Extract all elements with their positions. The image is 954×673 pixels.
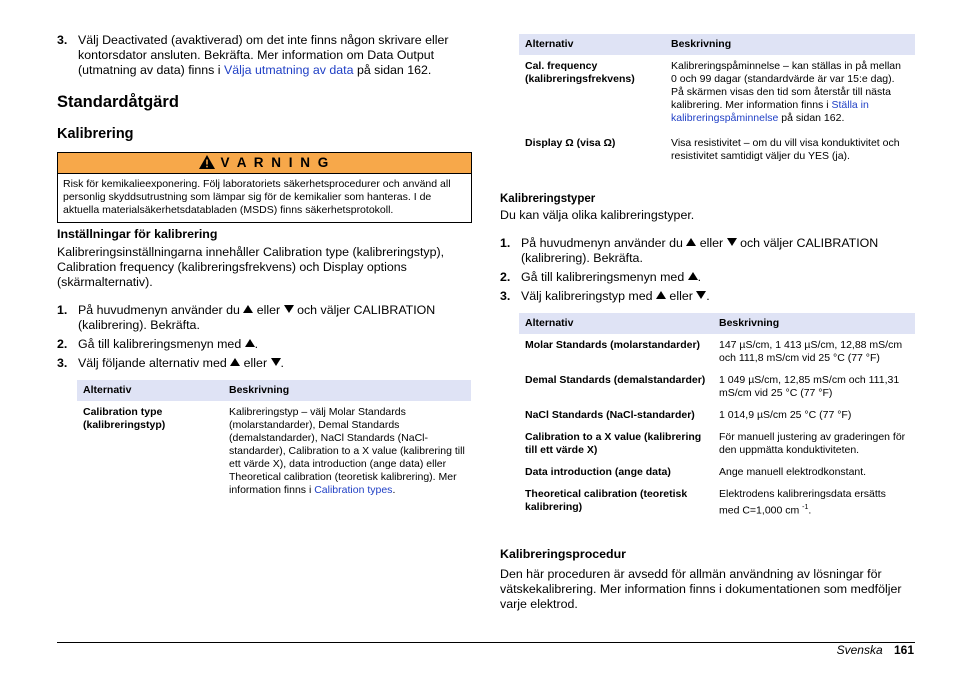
description-cell [223, 401, 471, 497]
intro-paragraph: Kalibreringsinställningarna innehåller Calibration type (kalibreringstyp), Calibration frequency (kalibreringsfrekvens) och Display options (skärmalternativ). [57, 245, 445, 289]
step-number: 3. [57, 356, 68, 370]
step-number: 2. [500, 270, 511, 284]
up-arrow-icon [243, 305, 253, 313]
option-cell: Molar Standards (molarstandarder) [525, 339, 701, 351]
heading-kalibrering: Kalibrering [57, 126, 134, 142]
link-calibration-types[interactable]: Calibration types [314, 484, 393, 496]
step-text: . [706, 289, 710, 303]
heading-installningar: Inställningar för kalibrering [57, 227, 218, 241]
step-text: På huvudmenyn använder du [78, 303, 244, 317]
procedur-paragraph: Den här proceduren är avsedd för allmän användning av lösningar för vätskekalibrering. Mer information finns i dokumentationen som medföljer varje elektrod. [500, 567, 902, 611]
link-valja-utmatning[interactable]: Välja utmatning av data [224, 62, 354, 77]
description-cell [713, 488, 915, 518]
step-text: . [697, 270, 702, 284]
step-text: . [254, 337, 259, 351]
description-cell: 1 049 µS/cm, 12,85 mS/cm och 111,31 mS/cm vid 25 °C (77 °F) [719, 374, 900, 399]
options-table-right [519, 34, 915, 163]
description-cell: 147 µS/cm, 1 413 µS/cm, 12,88 mS/cm och 111,8 mS/cm vid 25 °C (77 °F) [719, 339, 903, 364]
step-text: Gå till kalibreringsmenyn med [78, 337, 245, 351]
description-cell [665, 55, 915, 133]
column-header-alternativ: Alternativ [519, 313, 713, 334]
option-cell: Display Ω (visa Ω) [525, 137, 616, 149]
option-cell: Cal. frequency (kalibreringsfrekvens) [525, 60, 635, 85]
step-text: Gå till kalibreringsmenyn med [521, 270, 688, 284]
step-number: 2. [57, 337, 68, 351]
step-number: 3. [500, 289, 511, 303]
warning-header [58, 153, 471, 174]
description-text-after: på sidan 162. [778, 112, 845, 124]
calibration-types-table [519, 313, 915, 518]
page-footer [837, 643, 914, 657]
column-header-alternativ: Alternativ [519, 34, 665, 55]
description-cell: 1 014,9 µS/cm 25 °C (77 °F) [719, 409, 852, 421]
table-header-row [519, 34, 915, 55]
options-table-left [77, 380, 471, 497]
step-text: och väljer CALIBRATION (kalibrering). Bekräfta. [78, 303, 436, 332]
step-text: eller [665, 289, 697, 303]
table-row [519, 431, 915, 466]
warning-triangle-icon [199, 155, 215, 169]
description-cell: Visa resistivitet – om du vill visa konduktivitet och resistivitet samtidigt väljer du YES (ja). [671, 137, 900, 162]
warning-text: Risk för kemikalieexponering. Följ laboratoriets säkerhetsprocedurer och använd all personlig skyddsutrustning som lämpar sig för de kemikalier som hanteras. I de aktuella materialsäkerhetsdatabladen (MSDS) finns säkerhetsprotokoll. [63, 178, 451, 216]
step-text-after: på sidan 162. [353, 62, 432, 77]
warning-box [57, 152, 472, 223]
step-text: Välj Deactivated (avaktiverad) om det inte finns någon skrivare eller kontorsdator ansluten. Bekräfta. Mer information om Data Output (utmatning av data) finns i [78, 33, 449, 77]
down-arrow-icon [271, 358, 281, 366]
footer-language: Svenska [836, 643, 883, 657]
down-arrow-icon [727, 238, 737, 246]
down-arrow-icon [284, 305, 294, 313]
step-text: På huvudmenyn använder du [521, 236, 687, 250]
step-number: 1. [500, 236, 511, 250]
up-arrow-icon [656, 291, 666, 299]
description-text-after: . [392, 484, 396, 496]
up-arrow-icon [230, 358, 240, 366]
step-text: Välj följande alternativ med [78, 356, 231, 370]
table-header-row [519, 313, 915, 334]
up-arrow-icon [688, 272, 698, 280]
step-text: eller [253, 303, 284, 317]
table-row [77, 401, 471, 497]
step-text: Välj kalibreringstyp med [521, 289, 656, 303]
option-cell: Theoretical calibration (teoretisk kalibrering) [525, 488, 688, 513]
table-row [519, 55, 915, 133]
description-text: Elektrodens kalibreringsdata ersätts med C=1,000 cm [719, 488, 886, 517]
option-cell: Demal Standards (demalstandarder) [525, 374, 706, 386]
warning-title: V A R N I N G [220, 155, 331, 170]
description-text: Kalibreringstyp – välj Molar Standards (molarstandarder), Demal Standards (demalstandarder), NaCl Standards (NaCl-standarder), Calibration to a X value (kalibrering till ett värde X), data introduction (ange data) eller Theoretical calibration (teoretisk kalibrering). Mer information finns i [229, 406, 465, 496]
up-arrow-icon [686, 238, 696, 246]
table-row [519, 488, 915, 518]
table-header-row [77, 380, 471, 401]
link-stalla-in-kalibreringspaminnelse[interactable]: Ställa in kalibreringspåminnelse [671, 99, 869, 124]
step-number: 3. [57, 33, 68, 47]
column-header-beskrivning: Beskrivning [665, 34, 915, 55]
down-arrow-icon [696, 291, 706, 299]
option-cell: Data introduction (ange data) [525, 466, 671, 478]
option-cell: Calibration to a X value (kalibrering till ett värde X) [525, 431, 702, 456]
step-number: 1. [57, 303, 68, 317]
description-cell: För manuell justering av graderingen för den uppmätta konduktiviteten. [719, 431, 906, 456]
table-row [519, 334, 915, 374]
column-header-beskrivning: Beskrivning [223, 380, 471, 401]
table-row [519, 409, 915, 431]
heading-kalibreringstyper: Kalibreringstyper [500, 193, 596, 205]
superscript: -1 [802, 504, 809, 511]
option-cell: Calibration type (kalibreringstyp) [83, 406, 166, 431]
option-cell: NaCl Standards (NaCl-standarder) [525, 409, 695, 421]
description-text: Kalibreringspåminnelse – kan ställas in på mellan 0 och 99 dagar (standardvärde är var 15:e dag). På skärmen visas den tid som återstår till nästa kalibrering. Mer information finns i [671, 60, 901, 111]
page-number: 161 [893, 643, 914, 657]
step-text: eller [240, 356, 271, 370]
heading-kalibreringsprocedur: Kalibreringsprocedur [500, 547, 626, 561]
column-header-beskrivning: Beskrivning [713, 313, 915, 334]
column-header-alternativ: Alternativ [77, 380, 223, 401]
table-row [519, 374, 915, 409]
description-text-after: . [808, 504, 812, 517]
step-text: eller [696, 236, 727, 250]
step-text: och väljer CALIBRATION (kalibrering). Bekräfta. [521, 236, 879, 265]
up-arrow-icon [245, 339, 255, 347]
table-row [519, 133, 915, 163]
typer-intro: Du kan välja olika kalibreringstyper. [500, 208, 695, 222]
table-row [519, 466, 915, 488]
description-cell: Ange manuell elektrodkonstant. [719, 466, 867, 478]
step-text: . [280, 356, 284, 370]
footer-divider [57, 642, 915, 643]
heading-standardatgard: Standardåtgärd [57, 93, 179, 111]
